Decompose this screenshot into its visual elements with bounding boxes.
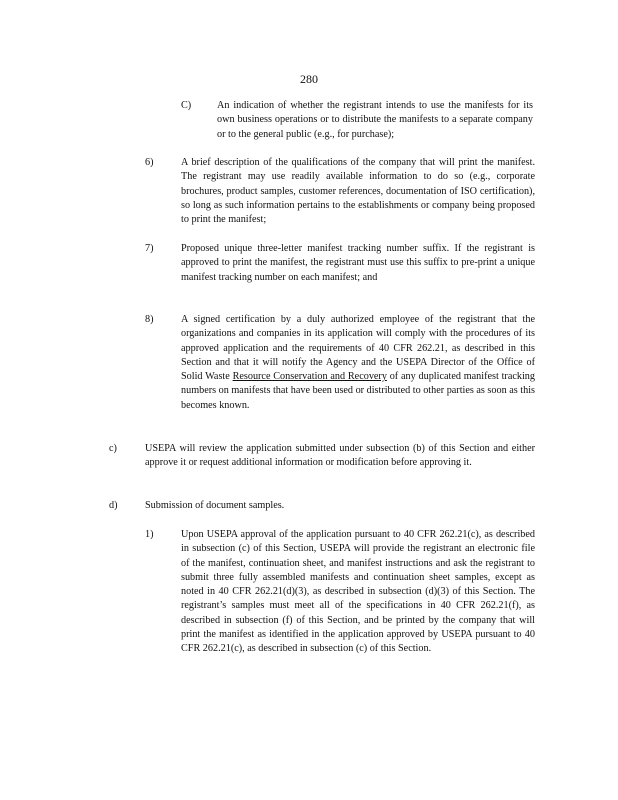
item-text	[181, 313, 535, 413]
item-label: 1)	[145, 529, 154, 540]
text-segment: A signed certification by a duly authorized employee of the registrant that the organizations and companies in its application will comply with the procedures of its approved application and the requirements of 40 CFR 262.21, as described in this Section and that it will notify the Agency and the USEPA Director of the Office of Solid Waste	[181, 314, 535, 383]
item-label: 8)	[145, 314, 154, 325]
page-number: 280	[300, 72, 318, 86]
item-label: C)	[181, 100, 192, 111]
underlined-insertion: Resource Conservation and Recovery	[232, 371, 387, 383]
text-segment: of any duplicated manifest tracking numbers on manifests that have been used or distributed to other parties as soon as this becomes known.	[181, 371, 535, 411]
item-label: 7)	[145, 243, 154, 254]
item-label: 6)	[145, 157, 154, 168]
item-text: A brief description of the qualifications of the company that will print the manifest. The registrant may use readily available information to do so (e.g., corporate brochures, product samples, customer references, documentation of ISO certification), so long as such information pertains to the establishments or company being proposed to print the manifest;	[181, 157, 535, 226]
item-label: d)	[109, 500, 118, 511]
item-text: USEPA will review the application submitted under subsection (b) of this Section and either approve it or request additional information or modification before approving it.	[145, 443, 535, 469]
item-label: c)	[109, 443, 117, 454]
item-text: Submission of document samples.	[145, 500, 285, 511]
item-text: An indication of whether the registrant intends to use the manifests for its own business operations or to distribute the manifests to a separate company or to the general public (e.g., for purchase);	[217, 100, 533, 140]
item-text: Proposed unique three-letter manifest tracking number suffix. If the registrant is approved to print the manifest, the registrant must use this suffix to pre-print a unique manifest tracking number on each manifest; and	[181, 243, 535, 283]
item-text: Upon USEPA approval of the application pursuant to 40 CFR 262.21(c), as described in subsection (c) of this Section, USEPA will provide the registrant an electronic file of the manifest, continuation sheet, and manifest instructions and ask the registrant to submit three fully assembled manifests and continuation sheet samples, except as noted in 40 CFR 262.21(d)(3), as described in subsection (d)(3) of this Section. The registrant’s samples must meet all of the specifications in 40 CFR 262.21(f), as described in subsection (f) of this Section, and be printed by the company that will print the manifest as identified in the application approved by USEPA pursuant to 40 CFR 262.21(c), as described in subsection (c) of this Section.	[181, 529, 535, 655]
